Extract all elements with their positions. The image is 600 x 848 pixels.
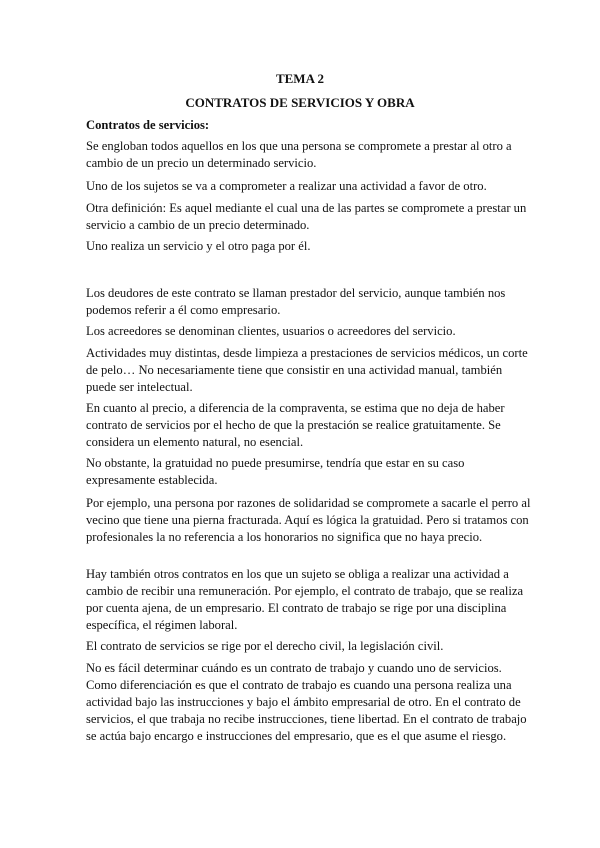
text-line: Contratos de servicios: <box>86 118 210 132</box>
section-heading <box>86 117 526 134</box>
text-line: podemos referir a él como empresario. <box>86 303 281 317</box>
text-line: Otra definición: Es aquel mediante el cual una de las partes se compromete a prestar un <box>86 201 527 215</box>
text-line: se actúa bajo encargo e instrucciones del empresario, que es el que asume el riesgo. <box>86 729 507 743</box>
text-line: actividad bajo las instrucciones y bajo el ámbito empresarial de otro. En el contrato de <box>86 695 521 709</box>
text-line: Por ejemplo, una persona por razones de solidaridad se compromete a sacarle el perro al <box>86 496 531 510</box>
text-line: contrato de servicios por el hecho de que la prestación se realice gratuitamente. Se <box>86 418 501 432</box>
text-line: considera un elemento natural, no esencial. <box>86 435 304 449</box>
paragraph <box>86 660 526 745</box>
text-line: servicio a cambio de un precio determinado. <box>86 218 310 232</box>
text-line: Uno realiza un servicio y el otro paga por él. <box>86 239 311 253</box>
paragraph <box>86 285 526 319</box>
text-line: por cuenta ajena, de un empresario. El contrato de trabajo se rige por una disciplina <box>86 601 507 615</box>
text-line: cambio de un precio un determinado servicio. <box>86 156 317 170</box>
paragraph <box>86 345 526 396</box>
text-line: profesionales la no referencia a los honorarios no significa que no haya precio. <box>86 530 483 544</box>
text-line: El contrato de servicios se rige por el derecho civil, la legislación civil. <box>86 639 444 653</box>
document-title: TEMA 2 <box>275 71 325 86</box>
text-line: vecino que tiene una pierna fracturada. Aquí es lógica la gratuidad. Pero si tratamos con <box>86 513 529 527</box>
text-line: No es fácil determinar cuándo es un contrato de trabajo y cuando uno de servicios. <box>86 661 502 675</box>
text-line: cambio de recibir una remuneración. Por ejemplo, el contrato de trabajo, que se realiza <box>86 584 524 598</box>
text-line: servicios, el que trabaja no recibe instrucciones, tiene libertad. En el contrato de trabajo <box>86 712 527 726</box>
text-line: En cuanto al precio, a diferencia de la compraventa, se estima que no deja de haber <box>86 401 505 415</box>
paragraph <box>86 178 526 195</box>
paragraph <box>86 323 526 340</box>
text-line: Los deudores de este contrato se llaman prestador del servicio, aunque también nos <box>86 286 506 300</box>
text-line: Actividades muy distintas, desde limpieza a prestaciones de servicios médicos, un corte <box>86 346 528 360</box>
document-subtitle: CONTRATOS DE SERVICIOS Y OBRA <box>185 95 415 110</box>
text-line: específica, el régimen laboral. <box>86 618 238 632</box>
text-line: No obstante, la gratuidad no puede presumirse, tendría que estar en su caso <box>86 456 465 470</box>
text-line: de pelo… No necesariamente tiene que consistir en una actividad manual, también <box>86 363 503 377</box>
text-line: expresamente establecida. <box>86 473 218 487</box>
paragraph <box>86 638 526 655</box>
text-line: Uno de los sujetos se va a comprometer a realizar una actividad a favor de otro. <box>86 179 487 193</box>
paragraph <box>86 138 526 172</box>
text-line: puede ser intelectual. <box>86 380 193 394</box>
paragraph <box>86 566 526 634</box>
text-line: Se engloban todos aquellos en los que una persona se compromete a prestar al otro a <box>86 139 512 153</box>
paragraph <box>86 495 531 546</box>
paragraph <box>86 200 526 234</box>
paragraph <box>86 238 526 255</box>
text-line: Hay también otros contratos en los que un sujeto se obliga a realizar una actividad a <box>86 567 509 581</box>
text-line: Los acreedores se denominan clientes, usuarios o acreedores del servicio. <box>86 324 456 338</box>
paragraph <box>86 400 526 451</box>
paragraph <box>86 455 526 489</box>
text-line: Como diferenciación es que el contrato de trabajo es cuando una persona realiza una <box>86 678 512 692</box>
